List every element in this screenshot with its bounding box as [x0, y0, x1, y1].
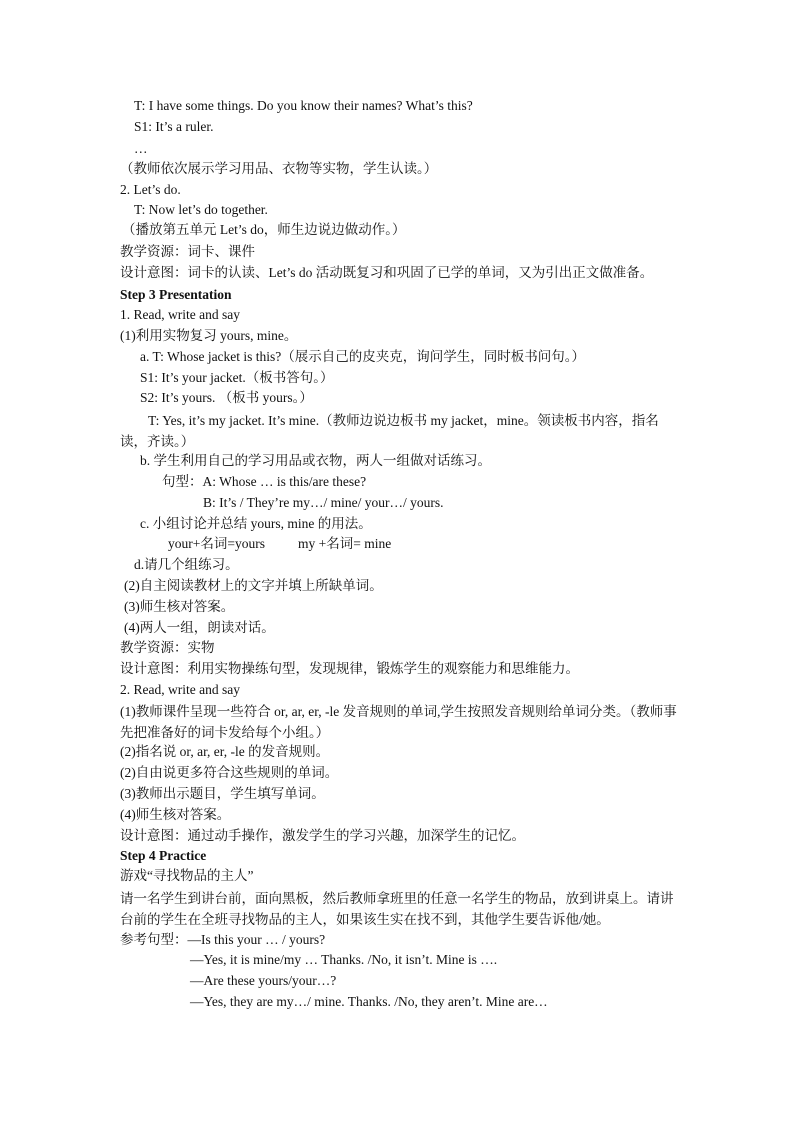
text-line: T: Now let’s do together.: [134, 202, 268, 217]
text-line: my +名词= mine: [298, 536, 392, 551]
text-line: …: [134, 141, 148, 156]
text-line: 1. Read, write and say: [120, 307, 240, 322]
text-line: 句型：A: Whose … is this/are these?: [162, 474, 367, 489]
text-line: B: It’s / They’re my…/ mine/ your…/ yours.: [203, 495, 444, 510]
text-line: a. T: Whose jacket is this?（展示自己的皮夹克，询问学生，同时板书问句。）: [140, 349, 586, 364]
text-line: (2)自由说更多符合这些规则的单词。: [120, 765, 339, 780]
text-line: 设计意图：词卡的认读、Let’s do 活动既复习和巩固了已学的单词，又为引出正文做准备。: [120, 265, 654, 280]
text-line: 游戏“寻找物品的主人”: [120, 868, 254, 883]
text-line: (4)师生核对答案。: [120, 807, 231, 822]
text-line: d.请几个组练习。: [134, 557, 239, 572]
text-line: S1: It’s a ruler.: [134, 119, 214, 134]
text-line: 设计意图：利用实物操练句型，发现规律，锻炼学生的观察能力和思维能力。: [120, 661, 579, 676]
text-line: your+名词=yours: [168, 536, 265, 551]
text-paragraph: (1)教师课件呈现一些符合 or, ar, er, -le 发音规则的单词,学生按照发音规则给单词分类。（教师事先把准备好的词卡发给每个小组。）: [120, 704, 677, 740]
text-line: c. 小组讨论并总结 yours, mine 的用法。: [140, 516, 372, 531]
text-paragraph: T: Yes, it’s my jacket. It’s mine.（教师边说边板书 my jacket，mine。领读板书内容，指名读，齐读。）: [120, 413, 659, 449]
text-line: （播放第五单元 Let’s do，师生边说边做动作。）: [122, 222, 406, 237]
text-line: 2. Read, write and say: [120, 682, 240, 697]
text-line: (3)教师出示题目，学生填写单词。: [120, 786, 325, 801]
text-line: (3)师生核对答案。: [124, 599, 235, 614]
text-line: b. 学生利用自己的学习用品或衣物，两人一组做对话练习。: [140, 453, 491, 468]
text-paragraph: 请一名学生到讲台前，面向黑板，然后教师拿班里的任意一名学生的物品，放到讲桌上。请讲台前的学生在全班寻找物品的主人，如果该生实在找不到，其他学生要告诉他/她。: [120, 891, 674, 927]
text-line: (2)指名说 or, ar, er, -le 的发音规则。: [120, 744, 330, 759]
text-line: 教学资源：实物: [120, 640, 215, 655]
text-line: 设计意图：通过动手操作，激发学生的学习兴趣，加深学生的记忆。: [120, 828, 525, 843]
text-line: (2)自主阅读教材上的文字并填上所缺单词。: [124, 578, 383, 593]
text-line: 2. Let’s do.: [120, 182, 181, 197]
text-line: T: I have some things. Do you know their names? What’s this?: [134, 98, 473, 113]
text-line: 教学资源：词卡、课件: [120, 244, 255, 259]
text-line: —Are these yours/your…?: [190, 973, 337, 988]
text-line: S1: It’s your jacket.（板书答句。）: [140, 370, 334, 385]
text-line: (4)两人一组，朗读对话。: [124, 620, 275, 635]
section-heading: Step 4 Practice: [120, 848, 207, 863]
text-line: S2: It’s yours. （板书 yours。）: [140, 390, 313, 405]
text-line: —Yes, they are my…/ mine. Thanks. /No, they aren’t. Mine are…: [190, 994, 548, 1009]
text-line: 参考句型：—Is this your … / yours?: [120, 932, 326, 947]
text-line: —Yes, it is mine/my … Thanks. /No, it isn’t. Mine is ….: [190, 952, 498, 967]
section-heading: Step 3 Presentation: [120, 287, 232, 302]
text-line: (1)利用实物复习 yours, mine。: [120, 328, 298, 343]
text-line: （教师依次展示学习用品、衣物等实物，学生认读。）: [120, 161, 438, 176]
